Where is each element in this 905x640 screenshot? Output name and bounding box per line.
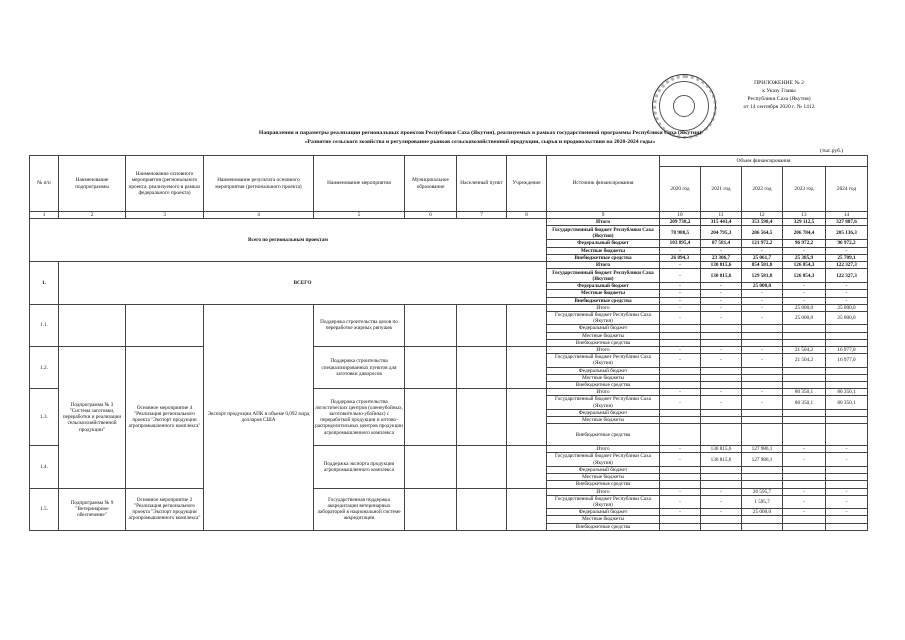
value-cell: [701, 325, 742, 332]
column-number: 5: [314, 212, 405, 219]
value-cell: [701, 466, 742, 473]
value-cell: 25 000,0: [783, 312, 826, 325]
value-cell: [742, 481, 783, 488]
section-number: 1.: [30, 262, 59, 305]
source-label: Местные бюджеты: [547, 247, 660, 254]
source-label: Местные бюджеты: [547, 516, 660, 523]
value-cell: [660, 417, 701, 424]
value-cell: [783, 516, 826, 523]
value-cell: -: [783, 495, 826, 508]
value-cell: -: [660, 269, 701, 283]
value-cell: [701, 382, 742, 389]
source-label: Государственный бюджет Республики Саха (Якутия): [547, 453, 660, 466]
source-label: Государственный бюджет Республики Саха (Якутия): [547, 354, 660, 367]
regional-projects-total-label: Всего по региональным проектам: [30, 219, 547, 262]
value-cell: [826, 516, 868, 523]
main-event-name: Основное мероприятие 2 "Реализация регионального проекта "Экспорт продукции агропромышленного комплекса": [126, 488, 204, 530]
column-number: 1: [30, 212, 59, 219]
source-label: Федеральный бюджет: [547, 240, 660, 247]
value-cell: [742, 466, 783, 473]
value-cell: [826, 325, 868, 332]
value-cell: -: [742, 312, 783, 325]
value-cell: [826, 481, 868, 488]
value-cell: -: [660, 488, 701, 495]
value-cell: 329 112,5: [783, 219, 826, 226]
value-cell: [742, 382, 783, 389]
value-cell: [783, 382, 826, 389]
value-cell: -: [742, 304, 783, 311]
value-cell: [783, 523, 826, 530]
header-year: 2023 год: [783, 167, 826, 212]
value-cell: 130 815,6: [701, 269, 742, 283]
event-name: Поддержка экспорта продукции агропромышленного комплекса: [314, 446, 405, 488]
title-line: Направления и параметры реализации региональных проектов Республики Саха (Якутия), реализуемых в рамках государственной программы Республики Саха (Якутия): [258, 130, 702, 136]
value-cell: [783, 367, 826, 374]
value-cell: -: [701, 304, 742, 311]
header-year: 2021 год: [701, 167, 742, 212]
value-cell: -: [660, 396, 701, 409]
value-cell: 25 061,7: [742, 254, 783, 261]
value-cell: [660, 466, 701, 473]
value-cell: 25 000,0: [742, 509, 783, 516]
value-cell: 126 854,3: [783, 262, 826, 269]
subprogram-name: Подпрограмма № 3 "Система заготовки, переработки и реализации сельскохозяйственной продукции": [59, 347, 126, 488]
event-name: Поддержка строительства логистических центров (оленеубойных, заготовительно-убойных) с переработкой продукции и оптово-распределительных центров продукции агропромышленного комплекса: [314, 389, 405, 446]
source-label: Итого: [547, 347, 660, 354]
source-label: Государственный бюджет Республики Саха (Якутия): [547, 226, 660, 240]
value-cell: [826, 374, 868, 381]
value-cell: -: [826, 446, 868, 453]
settlement-cell: [457, 488, 507, 530]
municipal-cell: [405, 446, 457, 488]
value-cell: [660, 332, 701, 339]
source-label: Государственный бюджет Республики Саха (Якутия): [547, 495, 660, 508]
value-cell: 21 504,2: [783, 347, 826, 354]
column-number: 8: [507, 212, 547, 219]
value-cell: [701, 374, 742, 381]
value-cell: [742, 339, 783, 346]
value-cell: -: [701, 290, 742, 297]
value-cell: -: [701, 509, 742, 516]
municipal-cell: [405, 304, 457, 346]
column-number: 7: [457, 212, 507, 219]
value-cell: -: [826, 290, 868, 297]
value-cell: [701, 409, 742, 416]
value-cell: [701, 339, 742, 346]
value-cell: 353 598,4: [742, 219, 783, 226]
value-cell: -: [660, 453, 701, 466]
value-cell: [701, 481, 742, 488]
value-cell: -: [742, 354, 783, 367]
value-cell: [742, 367, 783, 374]
row-number: 1.5.: [30, 488, 59, 530]
value-cell: [783, 466, 826, 473]
value-cell: -: [826, 488, 868, 495]
value-cell: 1 595,7: [742, 495, 783, 508]
value-cell: [742, 516, 783, 523]
column-number: 4: [204, 212, 314, 219]
value-cell: -: [826, 509, 868, 516]
value-cell: [701, 523, 742, 530]
value-cell: -: [783, 488, 826, 495]
value-cell: -: [783, 453, 826, 466]
value-cell: [660, 374, 701, 381]
source-label: Государственный бюджет Республики Саха (Якутия): [547, 269, 660, 283]
value-cell: [660, 516, 701, 523]
value-cell: -: [660, 312, 701, 325]
source-label: Внебюджетные средства: [547, 297, 660, 304]
settlement-cell: [457, 446, 507, 488]
value-cell: [660, 424, 701, 446]
settlement-cell: [457, 389, 507, 446]
municipal-cell: [405, 488, 457, 530]
column-number: 11: [701, 212, 742, 219]
value-cell: -: [701, 312, 742, 325]
source-label: Местные бюджеты: [547, 374, 660, 381]
source-label: Итого: [547, 304, 660, 311]
result-name: Экспорт продукции АПК в объеме 0,092 млрд долларов США: [204, 304, 314, 530]
institution-cell: [507, 488, 547, 530]
value-cell: -: [660, 354, 701, 367]
source-label: Итого: [547, 446, 660, 453]
column-number: 13: [783, 212, 826, 219]
source-label: Федеральный бюджет: [547, 325, 660, 332]
value-cell: [742, 474, 783, 481]
value-cell: 130 815,6: [701, 453, 742, 466]
document-title: [150, 129, 810, 147]
source-label: Итого: [547, 262, 660, 269]
value-cell: 25 385,9: [783, 254, 826, 261]
value-cell: -: [701, 354, 742, 367]
value-cell: [783, 374, 826, 381]
source-label: Внебюджетные средства: [547, 523, 660, 530]
value-cell: [742, 325, 783, 332]
value-cell: [701, 367, 742, 374]
appendix-header: [724, 79, 834, 111]
event-name: Поддержка строительства специализированных пунктов для заготовки дикоросов: [314, 347, 405, 389]
value-cell: [826, 332, 868, 339]
value-cell: 25 000,0: [783, 304, 826, 311]
value-cell: 16 977,0: [826, 354, 868, 367]
value-cell: 130 815,6: [701, 262, 742, 269]
header-sources: Источник финансирования: [547, 156, 660, 212]
value-cell: [826, 367, 868, 374]
row-number: 1.4.: [30, 446, 59, 488]
value-cell: 80 350,1: [826, 389, 868, 396]
value-cell: -: [660, 446, 701, 453]
institution-cell: [507, 304, 547, 346]
value-cell: -: [742, 396, 783, 409]
value-cell: -: [701, 247, 742, 254]
value-cell: -: [826, 453, 868, 466]
value-cell: [660, 474, 701, 481]
value-cell: -: [660, 283, 701, 290]
value-cell: [783, 417, 826, 424]
header-main-event: Наименование основного мероприятия (регионального проекта, реализуемого в рамках федерального проекта): [126, 156, 204, 212]
value-cell: -: [783, 247, 826, 254]
value-cell: 327 887,6: [826, 219, 868, 226]
source-label: Внебюджетные средства: [547, 424, 660, 446]
source-label: Внебюджетные средства: [547, 339, 660, 346]
institution-cell: [507, 389, 547, 446]
column-number: 9: [547, 212, 660, 219]
value-cell: [660, 409, 701, 416]
value-cell: -: [783, 283, 826, 290]
value-cell: -: [701, 283, 742, 290]
value-cell: -: [660, 297, 701, 304]
value-cell: [701, 516, 742, 523]
value-cell: 96 972,2: [826, 240, 868, 247]
value-cell: 21 504,2: [783, 354, 826, 367]
title-line: «Развитие сельского хозяйства и регулирование рынков сельскохозяйственной продукции, сырья и продовольствия на 2020-2024 годы»: [304, 139, 656, 145]
value-cell: 209 738,2: [660, 219, 701, 226]
value-cell: -: [783, 509, 826, 516]
header-result: Наименование результата основного мероприятия (регионального проекта): [204, 156, 314, 212]
column-number: 10: [660, 212, 701, 219]
event-name: Поддержка строительства цехов по переработке жирных ряпушек: [314, 304, 405, 346]
value-cell: -: [701, 488, 742, 495]
source-label: Итого: [547, 389, 660, 396]
value-cell: -: [783, 290, 826, 297]
value-cell: -: [701, 396, 742, 409]
value-cell: 130 815,6: [701, 446, 742, 453]
header-institution: Учреждение: [507, 156, 547, 212]
subprogram-name: Подпрограмма № 9 "Ветеринарное обеспечение": [59, 488, 126, 530]
value-cell: [742, 374, 783, 381]
value-cell: -: [660, 509, 701, 516]
value-cell: -: [660, 290, 701, 297]
header-municipal: Муниципальное образование: [405, 156, 457, 212]
value-cell: -: [660, 389, 701, 396]
value-cell: 126 854,3: [783, 269, 826, 283]
subprogram-cell: [59, 304, 126, 346]
value-cell: [742, 523, 783, 530]
header-num: № п/п: [30, 156, 59, 212]
column-number: 12: [742, 212, 783, 219]
value-cell: [826, 382, 868, 389]
appendix-line: ПРИЛОЖЕНИЕ № 2: [754, 80, 804, 86]
value-cell: [660, 367, 701, 374]
source-label: Государственный бюджет Республики Саха (Якутия): [547, 312, 660, 325]
row-number: 1.3.: [30, 389, 59, 446]
value-cell: [826, 339, 868, 346]
value-cell: 87 581,4: [701, 240, 742, 247]
value-cell: 122 327,3: [826, 269, 868, 283]
value-cell: -: [701, 347, 742, 354]
value-cell: 122 327,3: [826, 262, 868, 269]
source-label: Местные бюджеты: [547, 474, 660, 481]
value-cell: [826, 409, 868, 416]
value-cell: 80 350,1: [783, 396, 826, 409]
value-cell: 26 595,7: [742, 488, 783, 495]
column-number: 3: [126, 212, 204, 219]
value-cell: 25 709,1: [826, 254, 868, 261]
units-label: (тыс.руб.): [820, 148, 844, 154]
value-cell: 25 000,0: [826, 312, 868, 325]
value-cell: [783, 332, 826, 339]
value-cell: [660, 382, 701, 389]
header-year: 2024 год: [826, 167, 868, 212]
value-cell: [742, 409, 783, 416]
column-number: 2: [59, 212, 126, 219]
value-cell: 25 000,0: [826, 304, 868, 311]
value-cell: [826, 474, 868, 481]
value-cell: -: [826, 495, 868, 508]
source-label: Федеральный бюджет: [547, 509, 660, 516]
value-cell: [742, 424, 783, 446]
value-cell: [783, 325, 826, 332]
source-label: Итого: [547, 488, 660, 495]
value-cell: -: [826, 247, 868, 254]
value-cell: -: [742, 290, 783, 297]
appendix-line: Республики Саха (Якутия): [747, 96, 811, 102]
value-cell: 315 443,4: [701, 219, 742, 226]
value-cell: [783, 339, 826, 346]
settlement-cell: [457, 347, 507, 389]
source-label: Внебюджетные средства: [547, 254, 660, 261]
header-event: Наименование мероприятия: [314, 156, 405, 212]
value-cell: 854 581,8: [742, 262, 783, 269]
value-cell: [826, 424, 868, 446]
value-cell: 96 972,2: [783, 240, 826, 247]
value-cell: -: [701, 389, 742, 396]
value-cell: [701, 424, 742, 446]
value-cell: [660, 325, 701, 332]
settlement-cell: [457, 304, 507, 346]
value-cell: 129 581,8: [742, 269, 783, 283]
value-cell: 204 795,3: [701, 226, 742, 240]
column-number: 6: [405, 212, 457, 219]
value-cell: [701, 332, 742, 339]
municipal-cell: [405, 389, 457, 446]
value-cell: [826, 466, 868, 473]
appendix-line: к Указу Главы: [762, 88, 796, 94]
institution-cell: [507, 446, 547, 488]
value-cell: [783, 474, 826, 481]
header-settlement: Населенный пункт: [457, 156, 507, 212]
header-volume: Объем финансирования: [660, 156, 868, 167]
source-label: Государственный бюджет Республики Саха (Якутия): [547, 396, 660, 409]
source-label: Местные бюджеты: [547, 332, 660, 339]
value-cell: -: [660, 347, 701, 354]
section-label: ВСЕГО: [59, 262, 547, 305]
value-cell: 80 350,1: [783, 389, 826, 396]
row-number: 1.1.: [30, 304, 59, 346]
value-cell: -: [826, 283, 868, 290]
source-label: Местные бюджеты: [547, 417, 660, 424]
appendix-line: от 14 сентября 2020 г. № 1412: [743, 104, 815, 110]
value-cell: 80 350,1: [826, 396, 868, 409]
header-year: 2020 год: [660, 167, 701, 212]
source-label: Федеральный бюджет: [547, 367, 660, 374]
value-cell: 127 986,1: [742, 453, 783, 466]
value-cell: 206 564,5: [742, 226, 783, 240]
source-label: Внебюджетные средства: [547, 382, 660, 389]
value-cell: -: [742, 247, 783, 254]
financing-table: [29, 155, 868, 531]
value-cell: 16 977,0: [826, 347, 868, 354]
source-label: Внебюджетные средства: [547, 481, 660, 488]
value-cell: [701, 417, 742, 424]
source-label: Местные бюджеты: [547, 290, 660, 297]
value-cell: 78 988,5: [660, 226, 701, 240]
value-cell: [826, 523, 868, 530]
value-cell: [660, 523, 701, 530]
value-cell: [742, 332, 783, 339]
value-cell: -: [660, 262, 701, 269]
value-cell: -: [701, 297, 742, 304]
value-cell: -: [783, 297, 826, 304]
value-cell: [783, 424, 826, 446]
value-cell: [660, 481, 701, 488]
header-year: 2022 год: [742, 167, 783, 212]
value-cell: [701, 474, 742, 481]
value-cell: -: [660, 495, 701, 508]
value-cell: [742, 417, 783, 424]
value-cell: 23 306,7: [701, 254, 742, 261]
value-cell: -: [742, 347, 783, 354]
institution-cell: [507, 347, 547, 389]
value-cell: 25 000,0: [742, 283, 783, 290]
municipal-cell: [405, 347, 457, 389]
value-cell: 121 972,2: [742, 240, 783, 247]
value-cell: -: [826, 297, 868, 304]
value-cell: 127 986,1: [742, 446, 783, 453]
source-label: Федеральный бюджет: [547, 409, 660, 416]
value-cell: -: [660, 247, 701, 254]
row-number: 1.2.: [30, 347, 59, 389]
source-label: Итого: [547, 219, 660, 226]
value-cell: -: [742, 297, 783, 304]
value-cell: -: [742, 389, 783, 396]
value-cell: 103 895,4: [660, 240, 701, 247]
value-cell: 26 894,3: [660, 254, 701, 261]
main-event-cell: [126, 304, 204, 346]
event-name: Государственная поддержка аккредитации ветеринарных лабораторий в национальной системе аккредитации: [314, 488, 405, 530]
value-cell: -: [701, 495, 742, 508]
main-event-name: Основное мероприятие 4 "Реализация регионального проекта "Экспорт продукции агропромышленного комплекса": [126, 347, 204, 488]
value-cell: [826, 417, 868, 424]
source-label: Федеральный бюджет: [547, 466, 660, 473]
value-cell: [783, 409, 826, 416]
value-cell: -: [660, 304, 701, 311]
value-cell: 205 136,3: [826, 226, 868, 240]
value-cell: [660, 339, 701, 346]
column-number: 14: [826, 212, 868, 219]
value-cell: 206 784,4: [783, 226, 826, 240]
value-cell: [783, 481, 826, 488]
source-label: Федеральный бюджет: [547, 283, 660, 290]
value-cell: -: [783, 446, 826, 453]
header-subprogram: Наименование подпрограммы: [59, 156, 126, 212]
